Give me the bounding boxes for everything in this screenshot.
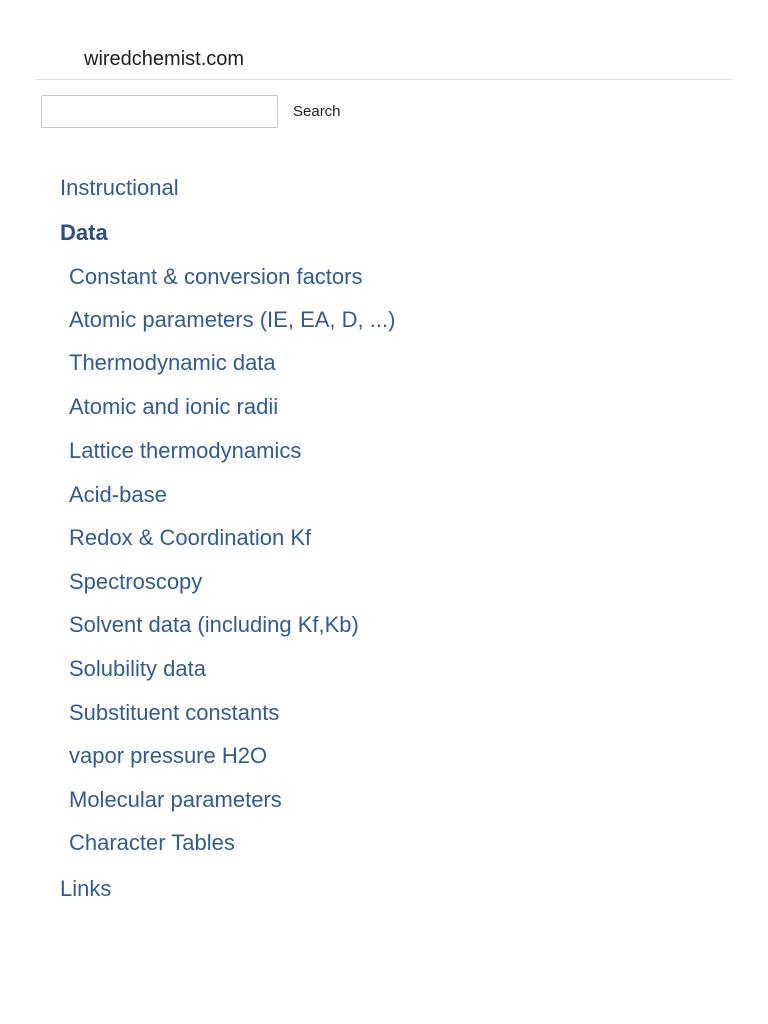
nav-item-redox-coordination[interactable]: Redox & Coordination Kf	[69, 525, 312, 550]
nav-item-solubility-data[interactable]: Solubility data	[69, 656, 206, 681]
nav-item-substituent-constants[interactable]: Substituent constants	[69, 700, 280, 725]
header-divider	[36, 79, 733, 80]
search-input[interactable]	[41, 95, 278, 128]
nav-item-atomic-parameters[interactable]: Atomic parameters (IE, EA, D, ...)	[69, 307, 396, 332]
nav-item-solvent-data[interactable]: Solvent data (including Kf,Kb)	[69, 612, 359, 637]
nav-item-spectroscopy[interactable]: Spectroscopy	[69, 569, 203, 594]
nav-item-character-tables[interactable]: Character Tables	[69, 830, 235, 855]
nav-item-lattice-thermodynamics[interactable]: Lattice thermodynamics	[69, 438, 302, 463]
nav-data[interactable]: Data	[60, 220, 108, 245]
nav-item-molecular-parameters[interactable]: Molecular parameters	[69, 787, 282, 812]
search-button[interactable]: Search	[285, 98, 349, 126]
nav-item-vapor-pressure[interactable]: vapor pressure H2O	[69, 743, 268, 768]
nav-item-atomic-ionic-radii[interactable]: Atomic and ionic radii	[69, 394, 279, 419]
nav-item-acid-base[interactable]: Acid-base	[69, 482, 167, 507]
nav-links[interactable]: Links	[60, 876, 112, 901]
site-title[interactable]: wiredchemist.com	[84, 48, 245, 70]
nav-item-constants[interactable]: Constant & conversion factors	[69, 264, 363, 289]
nav-item-thermodynamic-data[interactable]: Thermodynamic data	[69, 350, 276, 375]
nav-instructional[interactable]: Instructional	[60, 175, 179, 200]
